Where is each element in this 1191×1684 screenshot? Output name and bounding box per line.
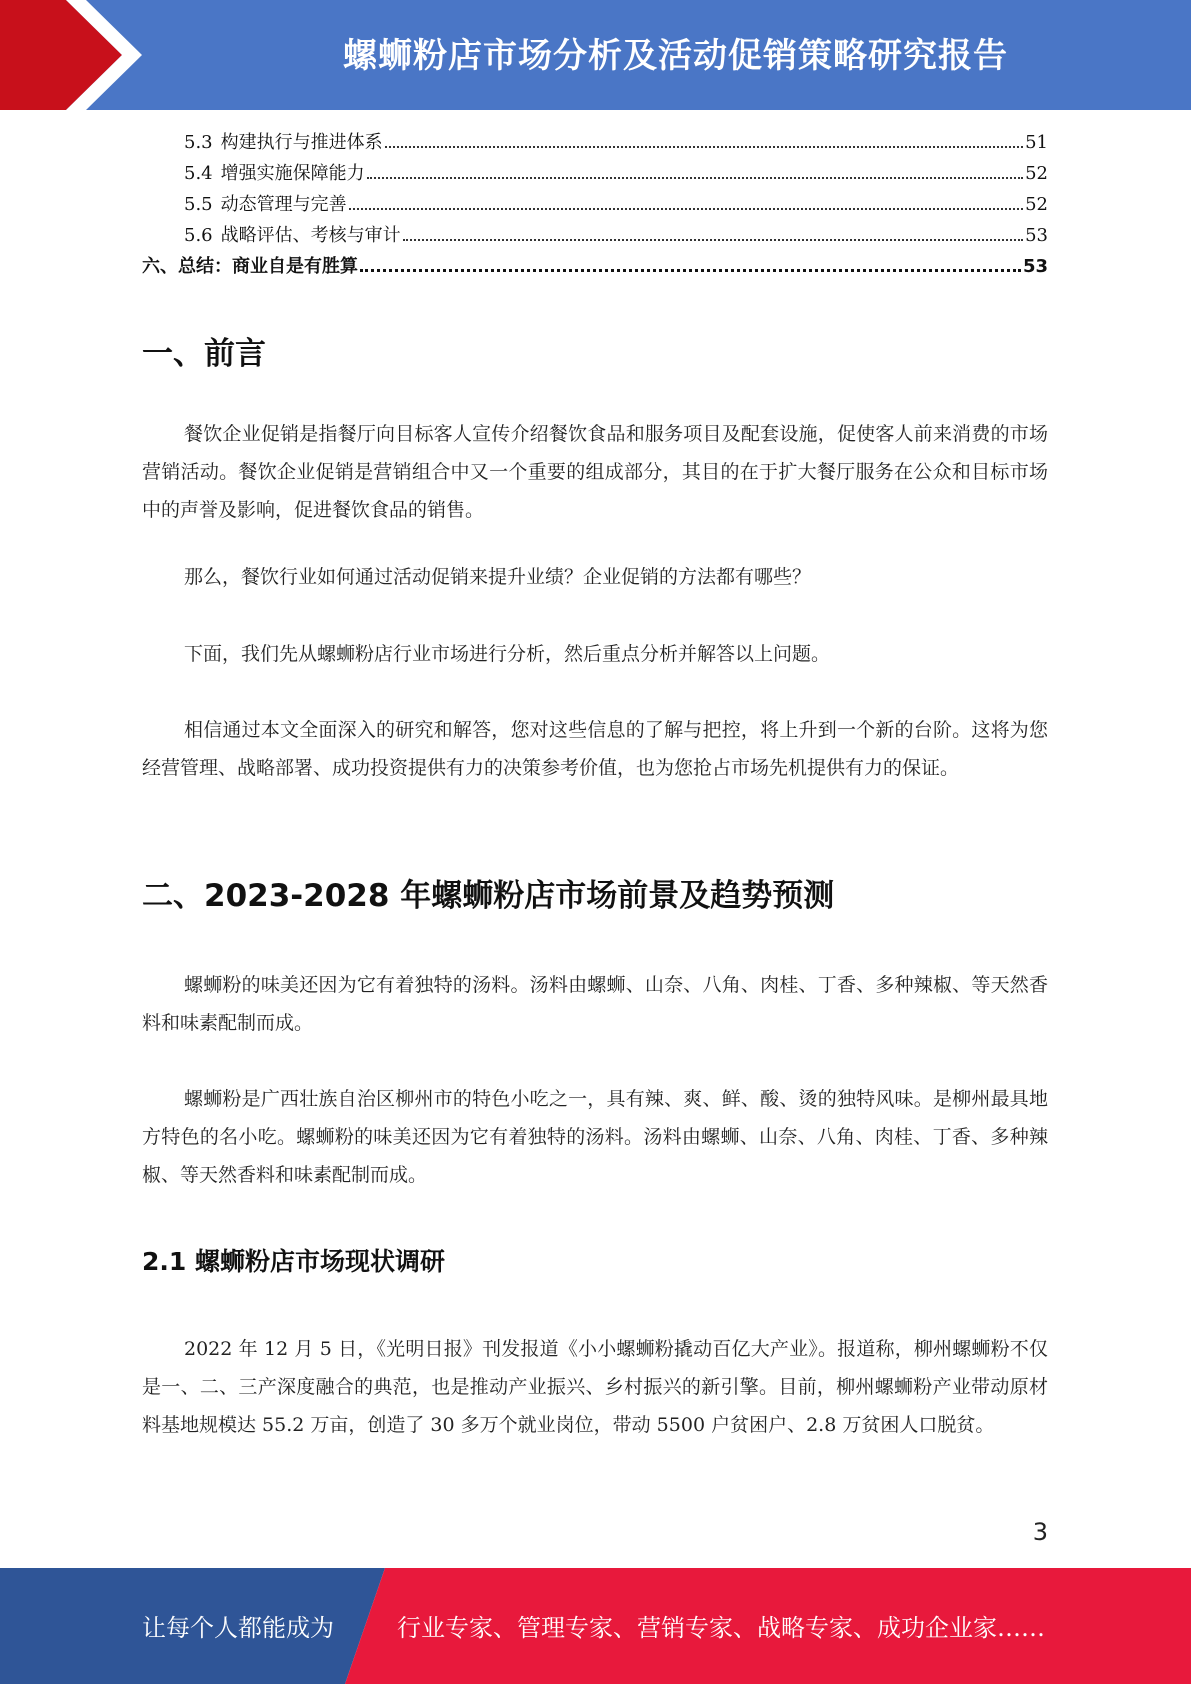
subsection-heading: 2.1 螺蛳粉店市场现状调研 bbox=[142, 1247, 445, 1276]
toc-item[interactable] bbox=[142, 159, 1048, 190]
toc-leader-dots bbox=[367, 177, 1023, 179]
toc-item-title: 战略评估、考核与审计 bbox=[220, 225, 401, 246]
footer-slogan-right: 行业专家、管理专家、营销专家、战略专家、成功企业家…… bbox=[397, 1614, 1045, 1642]
toc-leader-dots bbox=[360, 269, 1021, 272]
toc-item-number: 5.4 bbox=[184, 163, 213, 184]
toc-main-item[interactable] bbox=[142, 252, 1048, 283]
toc-item-title: 六、总结：商业自是有胜算 bbox=[142, 256, 358, 277]
paragraph: 2022 年 12 月 5 日，《光明日报》刊发报道《小小螺蛳粉撬动百亿大产业》。报道称，柳州螺蛳粉不仅是一、二、三产深度融合的典范，也是推动产业振兴、乡村振兴的新引擎。目前，柳州螺蛳粉产业带动原材料基地规模达 55.2 万亩，创造了 30 多万个就业岗位，带动 5500 户贫困户、2.8 万贫困人口脱贫。 bbox=[142, 1338, 1048, 1436]
paragraph: 下面，我们先从螺蛳粉店行业市场进行分析，然后重点分析并解答以上问题。 bbox=[184, 643, 831, 665]
page-footer bbox=[0, 1568, 1191, 1684]
toc-item-number: 5.6 bbox=[184, 225, 213, 246]
toc-item-page: 52 bbox=[1025, 194, 1048, 215]
toc-item[interactable] bbox=[142, 190, 1048, 221]
toc-leader-dots bbox=[403, 239, 1023, 241]
toc-item-number: 5.3 bbox=[184, 132, 213, 153]
toc-leader-dots bbox=[349, 208, 1023, 210]
table-of-contents bbox=[142, 128, 1048, 283]
paragraph: 相信通过本文全面深入的研究和解答，您对这些信息的了解与把控，将上升到一个新的台阶。这将为您经营管理、战略部署、成功投资提供有力的决策参考价值，也为您抢占市场先机提供有力的保证。 bbox=[142, 719, 1048, 779]
toc-item-page: 52 bbox=[1025, 163, 1048, 184]
paragraph: 餐饮企业促销是指餐厅向目标客人宣传介绍餐饮食品和服务项目及配套设施，促使客人前来消费的市场营销活动。餐饮企业促销是营销组合中又一个重要的组成部分，其目的在于扩大餐厅服务在公众和目标市场中的声誉及影响，促进餐饮食品的销售。 bbox=[142, 423, 1048, 521]
header-title: 螺蛳粉店市场分析及活动促销策略研究报告 bbox=[343, 36, 1008, 76]
page-header bbox=[0, 0, 1191, 110]
toc-item-title: 构建执行与推进体系 bbox=[220, 132, 383, 153]
toc-item-title: 动态管理与完善 bbox=[220, 194, 347, 215]
paragraph: 那么，餐饮行业如何通过活动促销来提升业绩？企业促销的方法都有哪些？ bbox=[184, 566, 812, 588]
section-heading: 二、2023-2028 年螺蛳粉店市场前景及趋势预测 bbox=[142, 878, 835, 914]
toc-item-page: 53 bbox=[1025, 225, 1048, 246]
paragraph: 螺蛳粉的味美还因为它有着独特的汤料。汤料由螺蛳、山奈、八角、肉桂、丁香、多种辣椒、等天然香料和味素配制而成。 bbox=[142, 974, 1048, 1034]
toc-item-page: 51 bbox=[1025, 132, 1048, 153]
toc-item-title: 增强实施保障能力 bbox=[220, 163, 365, 184]
page-number: 3 bbox=[1032, 1518, 1048, 1546]
toc-leader-dots bbox=[385, 146, 1023, 148]
toc-item-page: 53 bbox=[1022, 256, 1048, 277]
section-heading: 一、前言 bbox=[142, 336, 266, 372]
toc-item[interactable] bbox=[142, 128, 1048, 159]
toc-item-number: 5.5 bbox=[184, 194, 213, 215]
toc-item[interactable] bbox=[142, 221, 1048, 252]
header-chevron-icon bbox=[0, 0, 160, 110]
footer-slogan-left: 让每个人都能成为 bbox=[142, 1614, 334, 1642]
paragraph: 螺蛳粉是广西壮族自治区柳州市的特色小吃之一，具有辣、爽、鲜、酸、烫的独特风味。是柳州最具地方特色的名小吃。螺蛳粉的味美还因为它有着独特的汤料。汤料由螺蛳、山奈、八角、肉桂、丁香、多种辣椒、等天然香料和味素配制而成。 bbox=[142, 1088, 1048, 1186]
